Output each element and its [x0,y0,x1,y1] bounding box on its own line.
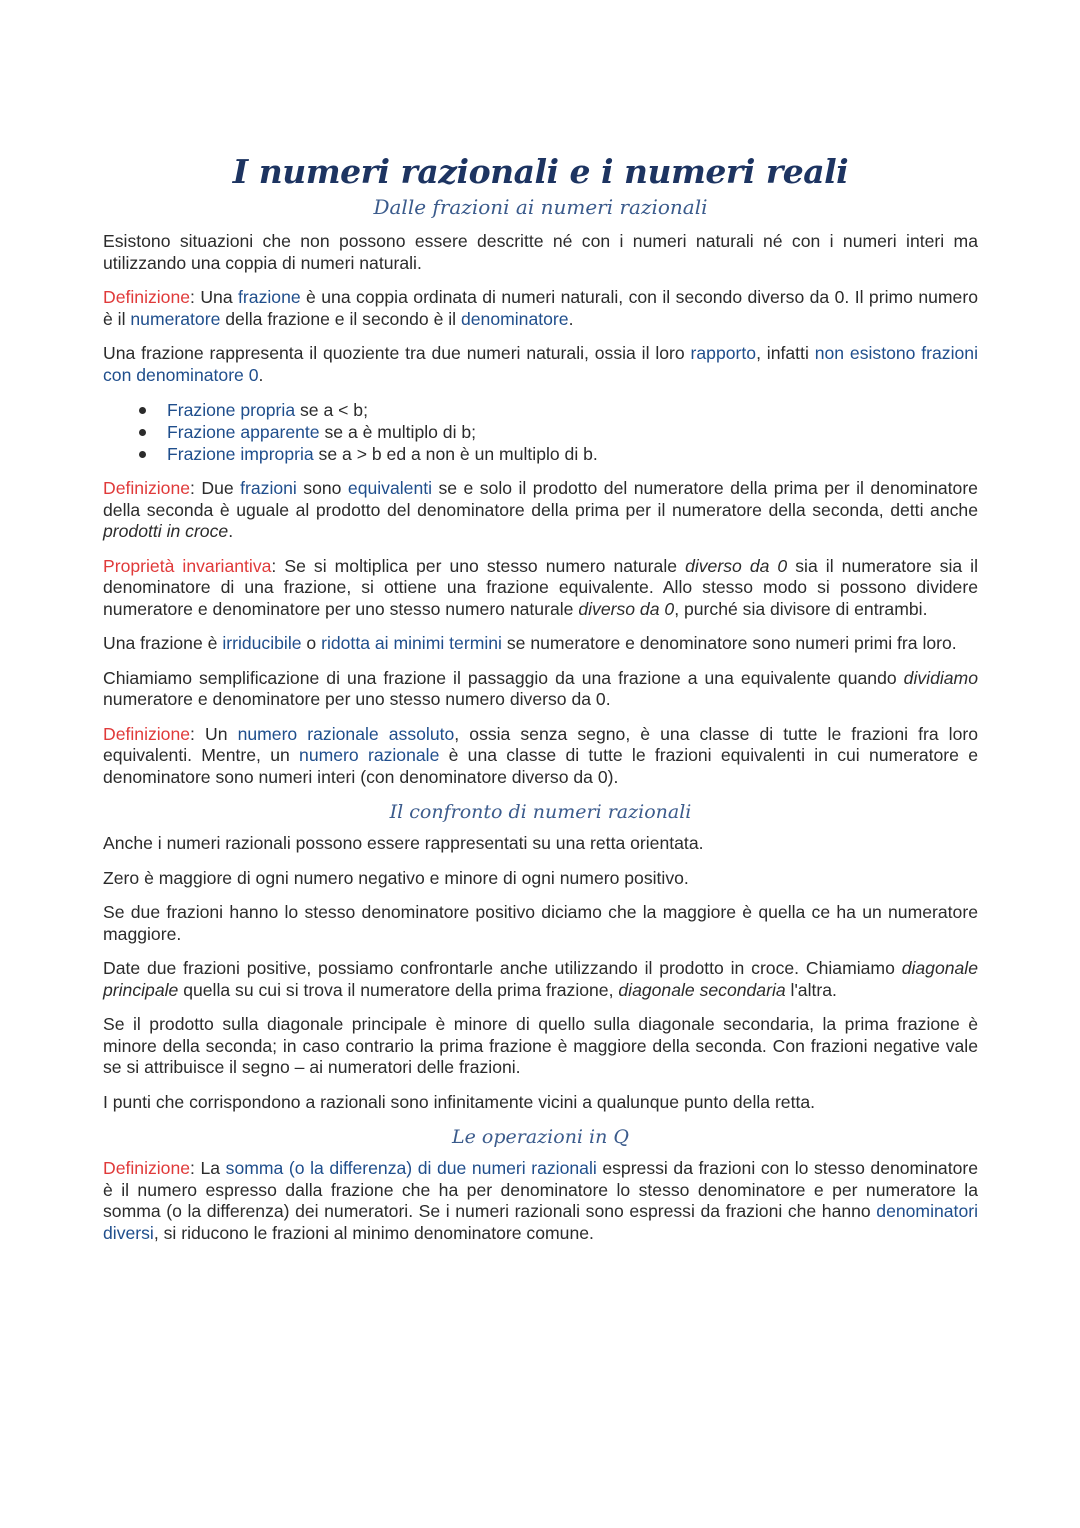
keyword: irriducibile [222,633,302,653]
definition-frazione [103,287,978,330]
paragraph-rapporto [103,343,978,386]
keyword: frazioni [240,478,297,498]
text: numeratore e denominatore per uno stesso numero diverso da 0. [103,689,611,709]
list-item [139,443,978,465]
keyword: Frazione propria [167,400,296,420]
text: se a < b; [295,400,368,420]
paragraph-intro: Esistono situazioni che non possono essere descritte né con i numeri naturali né con i numeri interi ma utilizzando una coppia di numeri naturali. [103,231,978,273]
list-item [139,399,978,421]
definition-label: Definizione [103,723,191,744]
text: . [568,308,574,329]
text: . [228,521,234,541]
text: quella su cui si trova il numeratore della prima frazione, [178,979,619,1000]
text: o [301,633,322,653]
definition-somma [103,1158,978,1244]
italic-text: diverso da 0 [578,598,675,619]
text: Chiamiamo semplificazione di una frazione il passaggio da una frazione a una equivalente quando [103,667,904,688]
paragraph-retta: Anche i numeri razionali possono essere rappresentati su una retta orientata. [103,833,704,853]
text: è una classe di tutte le frazioni equivalenti in cui numeratore e denominatore sono numeri interi (con denominatore diverso da 0). [103,745,978,787]
text: se numeratore e denominatore sono numeri primi fra loro. [501,633,957,653]
definition-label: Definizione [103,478,191,498]
text: : Se si moltiplica per uno stesso numero naturale [271,555,686,576]
paragraph-stesso-denominatore: Se due frazioni hanno lo stesso denominatore positivo diciamo che la maggiore è quella ce ha un numeratore maggiore. [103,902,978,944]
text: , purché sia divisore di entrambi. [674,598,928,619]
section-title-frazioni: Dalle frazioni ai numeri razionali [373,195,708,219]
keyword: denominatore [460,308,569,329]
text: Date due frazioni positive, possiamo confrontarle anche utilizzando il prodotto in croce. Chiamiamo [103,958,902,978]
text: è una coppia ordinata di numeri naturali, con il secondo diverso da 0. Il primo numero è il [103,287,978,329]
text: Una frazione rappresenta il quoziente tra due numeri naturali, ossia il loro [103,343,691,363]
text: : Due [190,478,241,498]
paragraph-irriducibile [103,633,978,655]
italic-text: diagonale principale [103,958,978,1000]
keyword: rapporto [690,343,757,363]
paragraph-semplificazione [103,668,978,711]
keyword: denominatori diversi [103,1201,978,1243]
text: : Una [190,287,239,307]
section-title-confronto: Il confronto di numeri razionali [389,801,692,823]
keyword: frazione [238,287,301,307]
text: se e solo il prodotto del numeratore della prima per il denominatore della seconda è uguale al prodotto del denominatore della prima per il numeratore della seconda, detti anche [103,478,978,520]
keyword: numero razionale assoluto [237,723,455,744]
text: della frazione e il secondo è il [220,308,461,329]
text: espressi da frazioni con lo stesso denominatore è il numero espresso dalla frazione che ha per denominatore lo stesso denominatore e per numeratore la somma (o la differenza) dei numeratori. Se i numeri razionali sono espressi da frazioni che hanno [103,1158,979,1221]
italic-text: prodotti in croce [103,521,229,541]
text: se a è multiplo di b; [319,422,477,442]
italic-text: dividiamo [903,667,978,688]
text: l'altra. [785,979,837,1000]
text: Una frazione è [103,633,223,653]
page-title: I numeri razionali e i numeri reali [232,152,849,191]
keyword: ridotta ai minimi termini [321,633,502,653]
italic-text: diagonale secondaria [618,979,786,1000]
paragraph-zero: Zero è maggiore di ogni numero negativo e minore di ogni numero positivo. [103,867,689,888]
definition-label: Definizione [103,287,191,307]
keyword: Frazione impropria [167,444,314,464]
paragraph-confronto-prodotti: Se il prodotto sulla diagonale principale è minore di quello sulla diagonale secondaria, la prima frazione è minore della seconda; in caso contrario la prima frazione è maggiore della seconda. Con frazioni negative vale se si attribuisce il segno – ai numeratori delle frazioni. [103,1014,978,1077]
keyword: numeratore [130,308,221,329]
text: : Un [190,723,238,744]
keyword: equivalenti [347,478,433,498]
paragraph-diagonali [103,958,978,1001]
keyword: Frazione apparente [167,422,320,442]
keyword: numero razionale [299,745,440,765]
definition-label: Proprietà invariantiva [103,555,272,576]
definition-numero-razionale [103,724,978,789]
bullet-list [103,399,978,465]
italic-text: diverso da 0 [685,555,788,576]
text: , ossia senza segno, è una classe di tutte le frazioni fra loro equivalenti. Mentre, un [103,723,979,765]
keyword: non esistono frazioni con denominatore 0 [103,343,978,385]
text: , si riducono le frazioni al minimo denominatore comune. [153,1222,594,1243]
text: : La [190,1158,226,1178]
paragraph-densita: I punti che corrispondono a razionali sono infinitamente vicini a qualunque punto della retta. [103,1091,816,1112]
definition-label: Definizione [103,1158,191,1178]
text: sono [296,478,348,498]
text: . [258,364,264,385]
proprieta-invariantiva [103,556,978,621]
text: , infatti [756,343,815,363]
text: se a > b ed a non è un multiplo di b. [313,444,598,464]
list-item [139,421,978,443]
definition-equivalenti [103,478,978,543]
keyword: somma (o la differenza) di due numeri razionali [225,1158,597,1178]
section-title-operazioni: Le operazioni in Q [452,1126,629,1148]
text: sia il numeratore sia il denominatore di una frazione, si ottiene una frazione equivalente. Allo stesso modo si possono dividere numeratore e denominatore per uno stesso numero naturale [103,555,978,619]
